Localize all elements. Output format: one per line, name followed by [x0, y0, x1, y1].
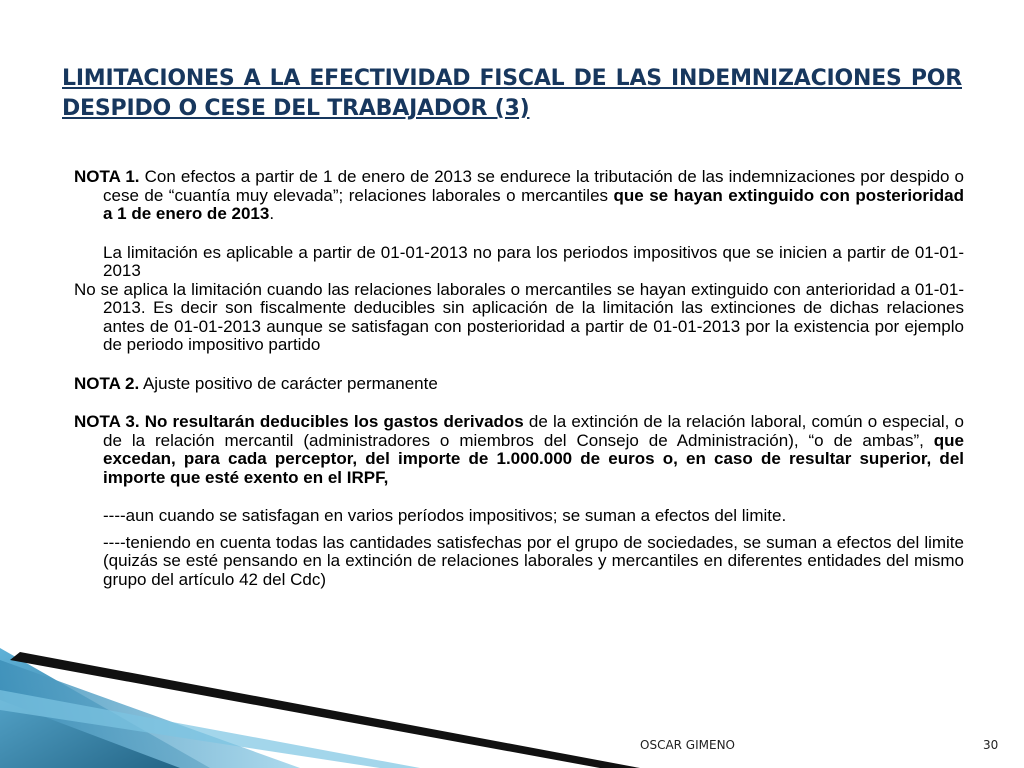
aun-cuando-paragraph: ----aun cuando se satisfagan en varios períodos impositivos; se suman a efectos del limite.	[103, 506, 787, 525]
nota1-text: Con efectos a partir de 1 de enero de 2013 se endurece la tributación de las indemnizaciones por despido o cese de “cuantía muy elevada”; relaciones laborales o mercantiles	[103, 167, 965, 205]
nota3-bold-text: No resultarán deducibles los gastos derivados	[139, 412, 524, 431]
nota3-bold-limit: que excedan, para cada perceptor, del importe de 1.000.000 de euros o, en caso de resultar superior, del importe que esté exento en el IRPF,	[103, 430, 964, 487]
nota3-label: NOTA 3.	[74, 412, 140, 431]
footer-author: OSCAR GIMENO	[640, 738, 735, 752]
slide-title: LIMITACIONES A LA EFECTIVIDAD FISCAL DE LAS INDEMNIZACIONES POR DESPIDO O CESE DEL TRABAJADOR (3)	[62, 66, 962, 121]
nota1-end: .	[269, 204, 275, 223]
nota1-label: NOTA 1.	[74, 167, 140, 186]
no-aplica-paragraph: No se aplica la limitación cuando las relaciones laborales o mercantiles se hayan extinguido con anterioridad a 01-01-2013. Es decir son fiscalmente deducibles sin aplicación de la limitación las extinciones de dichas relaciones antes de 01-01-2013 aunque se satisfagan con posterioridad a partir de 01-01-2013 por la existencia por ejemplo de periodo impositivo partido	[74, 279, 964, 354]
nota3-paragraph	[74, 413, 964, 487]
nota2-label: NOTA 2.	[74, 373, 140, 393]
nota2-paragraph	[74, 375, 964, 394]
nota1-bold-text: que se hayan extinguido con posterioridad a 1 de enero de 2013	[103, 185, 964, 223]
teniendo-paragraph: ----teniendo en cuenta todas las cantidades satisfechas por el grupo de sociedades, se suman a efectos del limite (quizás se esté pensando en la extinción de relaciones laborales y mercantiles en diferentes entidades del mismo grupo del artículo 42 del Cdc)	[103, 532, 964, 589]
nota1-paragraph	[74, 168, 964, 224]
limitacion-paragraph: La limitación es aplicable a partir de 01-01-2013 no para los periodos impositivos que se inicien a partir de 01-01-2013	[103, 242, 964, 280]
nota3-text: de la extinción de la relación laboral, común o especial, o de la relación mercantil (administradores o miembros del Consejo de Administración), “o de ambas”,	[103, 412, 964, 450]
slide-body	[74, 168, 964, 589]
page-number: 30	[983, 738, 999, 752]
nota2-text: Ajuste positivo de carácter permanente	[139, 373, 438, 393]
